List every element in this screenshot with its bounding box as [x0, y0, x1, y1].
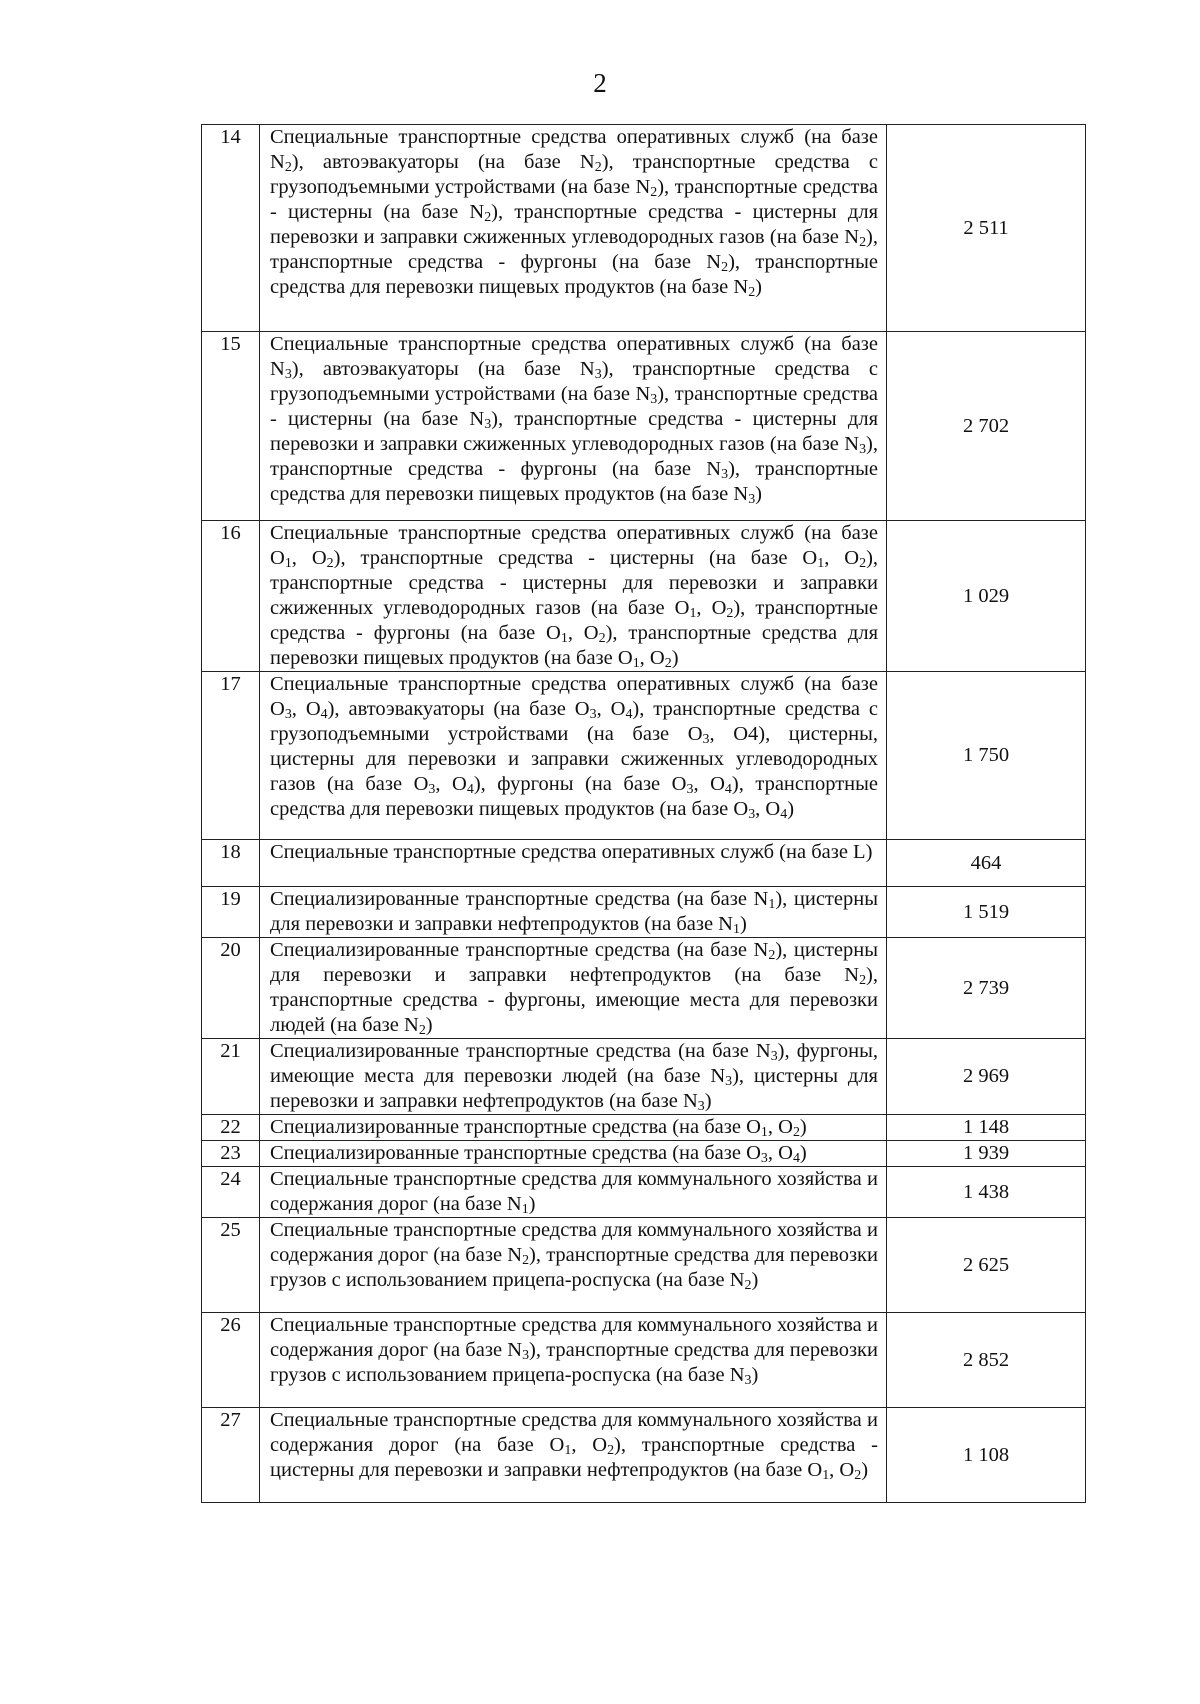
description-text: , O — [829, 1459, 855, 1481]
table-row — [202, 1408, 1086, 1503]
category-subscript: 1 — [732, 922, 740, 938]
table-row — [202, 1167, 1086, 1218]
description-text: Специальные транспортные средства оперативных служб (на базе O — [270, 522, 878, 569]
description-text: ), фургоны, имеющие места для перевозки людей (на базе N — [270, 1040, 878, 1087]
rate-value: 1 108 — [887, 1408, 1086, 1503]
description-text: ) — [755, 483, 762, 505]
category-subscript: 2 — [859, 973, 867, 989]
description-text: , O — [767, 1116, 793, 1138]
description-text: Специализированные транспортные средства (на базе N — [270, 939, 769, 961]
category-subscript: 2 — [748, 285, 756, 301]
description-text: Специальные транспортные средства оперативных служб (на базе N — [270, 333, 878, 380]
category-subscript: 1 — [284, 556, 292, 572]
row-number: 16 — [202, 521, 260, 672]
category-subscript: 1 — [560, 631, 568, 647]
vehicle-description — [260, 672, 887, 840]
description-text: ) — [755, 276, 762, 298]
category-subscript: 2 — [792, 1125, 800, 1141]
rate-value: 1 148 — [887, 1115, 1086, 1141]
description-text: ) — [425, 1014, 433, 1036]
description-text: ), транспортные средства - цистерны для перевозки и заправки сжиженных углеводородных газов (на базе O — [270, 547, 879, 619]
category-subscript: 3 — [760, 1151, 768, 1167]
description-text: ), автоэвакуаторы (на базе N — [291, 151, 595, 173]
category-subscript: 1 — [817, 556, 825, 572]
description-text: ), цистерны для перевозки и заправки нефтепродуктов (на базе N — [270, 888, 878, 935]
description-text: ), транспортные средства - цистерны (на базе O — [333, 547, 818, 569]
category-subscript: 2 — [859, 235, 867, 251]
category-subscript: 3 — [686, 782, 694, 798]
description-text: Специализированные транспортные средства (на базе O — [270, 1116, 761, 1138]
category-subscript: 2 — [484, 210, 492, 226]
table-row — [202, 1141, 1086, 1167]
description-text: , O — [567, 622, 599, 644]
rate-value: 2 702 — [887, 332, 1086, 521]
description-text: Специальные транспортные средства для коммунального хозяйства и содержания дорог (на базе O — [270, 1409, 878, 1456]
table-body — [202, 125, 1086, 1503]
description-text: ), транспортные средства с грузоподъемными устройствами (на базе O — [270, 698, 879, 745]
table-row — [202, 521, 1086, 672]
description-text: , O — [435, 773, 467, 795]
category-subscript: 2 — [284, 160, 292, 176]
description-text: Специализированные транспортные средства (на базе O — [270, 1142, 761, 1164]
description-text: Специальные транспортные средства оперативных служб (на базе O — [270, 673, 878, 720]
description-text: , O — [755, 798, 781, 820]
rate-value: 1 519 — [887, 887, 1086, 938]
description-text: ), транспортные средства - фургоны (на базе O — [270, 597, 878, 644]
description-text: ) — [799, 1142, 807, 1164]
rate-value: 1 750 — [887, 672, 1086, 840]
row-number: 17 — [202, 672, 260, 840]
category-subscript: 3 — [484, 417, 492, 433]
rate-value: 2 852 — [887, 1313, 1086, 1408]
category-subscript: 3 — [650, 392, 658, 408]
vehicle-description — [260, 521, 887, 672]
description-text: ), транспортные средства - фургоны, имеющие места для перевозки людей (на базе N — [270, 964, 878, 1036]
category-subscript: 3 — [284, 367, 292, 383]
vehicle-description — [260, 1408, 887, 1503]
category-subscript: 2 — [418, 1023, 426, 1039]
description-text: , O — [696, 597, 727, 619]
category-subscript: 4 — [780, 807, 788, 823]
rate-value: 1 438 — [887, 1167, 1086, 1218]
description-text: ), транспортные средства - фургоны (на базе N — [270, 433, 878, 480]
description-text: Специальные транспортные средства для коммунального хозяйства и содержания дорог (на базе N — [270, 1314, 878, 1361]
vehicle-description — [260, 840, 887, 887]
category-subscript: 3 — [589, 707, 597, 723]
category-subscript: 2 — [650, 185, 658, 201]
row-number: 24 — [202, 1167, 260, 1218]
row-number: 25 — [202, 1218, 260, 1313]
description-text: ) — [671, 647, 679, 669]
category-subscript: 2 — [607, 1443, 615, 1459]
table-row — [202, 1218, 1086, 1313]
description-text: ) — [799, 1116, 807, 1138]
description-text: ), транспортные средства для перевозки грузов с использованием прицепа-роспуска (на базе N — [270, 1339, 878, 1386]
description-text: Специализированные транспортные средства (на базе N — [270, 888, 769, 910]
row-number: 18 — [202, 840, 260, 887]
description-text: ), транспортные средства с грузоподъемными устройствами (на базе N — [270, 151, 878, 198]
vehicle-description — [260, 332, 887, 521]
row-number: 26 — [202, 1313, 260, 1408]
description-text: Специализированные транспортные средства (на базе N — [270, 1040, 771, 1062]
description-text: ), транспортные средства для перевозки пищевых продуктов (на базе N — [270, 251, 878, 298]
category-subscript: 2 — [859, 556, 867, 572]
rate-value: 2 511 — [887, 125, 1086, 332]
category-subscript: 2 — [768, 948, 776, 964]
table-row — [202, 125, 1086, 332]
category-subscript: 3 — [770, 1049, 778, 1065]
description-text: ) — [739, 913, 747, 935]
description-text: ), транспортные средства - цистерны (на базе N — [270, 383, 878, 430]
category-subscript: 3 — [721, 467, 729, 483]
category-subscript: 1 — [822, 1468, 830, 1484]
description-text: , O — [596, 698, 626, 720]
row-number: 20 — [202, 938, 260, 1039]
category-subscript: 4 — [724, 782, 732, 798]
category-subscript: 3 — [859, 442, 867, 458]
category-subscript: 2 — [721, 260, 729, 276]
category-subscript: 4 — [320, 707, 328, 723]
rate-value: 1 939 — [887, 1141, 1086, 1167]
vehicle-description — [260, 938, 887, 1039]
category-subscript: 3 — [594, 367, 602, 383]
description-text: ), транспортные средства - цистерны (на базе N — [270, 176, 878, 223]
description-text: , O4), цистерны, цистерны для перевозки и заправки сжиженных углеводородных газов (на базе O — [270, 723, 878, 795]
category-subscript: 1 — [564, 1443, 572, 1459]
description-text: ), транспортные средства для перевозки пищевых продуктов (на базе O — [270, 773, 878, 820]
description-text: ), транспортные средства с грузоподъемными устройствами (на базе N — [270, 358, 878, 405]
category-subscript: 2 — [598, 631, 606, 647]
description-text: Специальные транспортные средства для коммунального хозяйства и содержания дорог (на базе N — [270, 1219, 878, 1266]
category-subscript: 3 — [744, 1373, 752, 1389]
vehicle-description — [260, 1039, 887, 1115]
row-number: 21 — [202, 1039, 260, 1115]
category-subscript: 4 — [792, 1151, 800, 1167]
rate-value: 1 029 — [887, 521, 1086, 672]
vehicle-description — [260, 1218, 887, 1313]
description-text: ), цистерны для перевозки и заправки нефтепродуктов (на базе N — [270, 939, 878, 986]
vehicle-description — [260, 1141, 887, 1167]
description-text: ), транспортные средства - цистерны для перевозки и заправки сжиженных углеводородных газов (на базе N — [270, 408, 878, 455]
category-subscript: 2 — [854, 1468, 862, 1484]
description-text: ) — [861, 1459, 869, 1481]
description-text: ) — [528, 1193, 536, 1215]
description-text: , O — [291, 547, 327, 569]
category-subscript: 2 — [726, 606, 734, 622]
description-text: ), автоэвакуаторы (на базе O — [327, 698, 590, 720]
category-subscript: 4 — [466, 782, 474, 798]
row-number: 14 — [202, 125, 260, 332]
table-row — [202, 1115, 1086, 1141]
category-subscript: 1 — [521, 1202, 529, 1218]
row-number: 22 — [202, 1115, 260, 1141]
description-text: ), транспортные средства для перевозки грузов с использованием прицепа-роспуска (на базе N — [270, 1244, 878, 1291]
category-subscript: 1 — [632, 656, 640, 672]
vehicle-description — [260, 887, 887, 938]
category-subscript: 1 — [760, 1125, 768, 1141]
description-text: ), транспортные средства для перевозки пищевых продуктов (на базе N — [270, 458, 878, 505]
category-subscript: 2 — [522, 1253, 530, 1269]
row-number: 23 — [202, 1141, 260, 1167]
description-text: ), транспортные средства - цистерны для перевозки и заправки сжиженных углеводородных газов (на базе N — [270, 201, 878, 248]
table-row — [202, 887, 1086, 938]
category-subscript: 2 — [664, 656, 672, 672]
category-subscript: 2 — [594, 160, 602, 176]
row-number: 27 — [202, 1408, 260, 1503]
table-row — [202, 672, 1086, 840]
description-text: , O — [824, 547, 860, 569]
category-subscript: 3 — [748, 492, 756, 508]
table-row — [202, 1313, 1086, 1408]
description-text: , O — [639, 647, 665, 669]
category-subscript: 4 — [625, 707, 633, 723]
description-text: Специальные транспортные средства оперативных служб (на базе L) — [270, 841, 873, 863]
description-text: , O — [767, 1142, 793, 1164]
description-text: Специальные транспортные средства для коммунального хозяйства и содержания дорог (на базе N — [270, 1168, 878, 1215]
category-subscript: 2 — [744, 1278, 752, 1294]
category-subscript: 3 — [697, 1099, 705, 1115]
vehicle-description — [260, 1313, 887, 1408]
table-row — [202, 840, 1086, 887]
category-subscript: 3 — [725, 1074, 733, 1090]
rate-value: 2 739 — [887, 938, 1086, 1039]
category-subscript: 3 — [428, 782, 436, 798]
category-subscript: 1 — [768, 897, 776, 913]
description-text: , O — [693, 773, 725, 795]
vehicle-description — [260, 1115, 887, 1141]
page-number: 2 — [593, 68, 607, 98]
rate-value: 2 625 — [887, 1218, 1086, 1313]
category-subscript: 3 — [284, 707, 292, 723]
description-text: ), автоэвакуаторы (на базе N — [291, 358, 595, 380]
table-row — [202, 332, 1086, 521]
vehicle-category-table — [201, 124, 1086, 1503]
description-text: ), транспортные средства - фургоны (на базе N — [270, 226, 878, 273]
description-text: , O — [291, 698, 321, 720]
rate-value: 464 — [887, 840, 1086, 887]
description-text: ) — [704, 1090, 712, 1112]
category-subscript: 3 — [522, 1348, 530, 1364]
category-subscript: 1 — [689, 606, 697, 622]
table-row — [202, 938, 1086, 1039]
vehicle-description — [260, 125, 887, 332]
category-subscript: 2 — [326, 556, 334, 572]
table-row — [202, 1039, 1086, 1115]
description-text: ), транспортные средства для перевозки пищевых продуктов (на базе O — [270, 622, 878, 669]
description-text: , O — [571, 1434, 608, 1456]
description-text: ) — [751, 1364, 759, 1386]
rate-value: 2 969 — [887, 1039, 1086, 1115]
vehicle-description — [260, 1167, 887, 1218]
description-text: Специальные транспортные средства оперативных служб (на базе N — [270, 126, 878, 173]
category-subscript: 3 — [748, 807, 756, 823]
description-text: ), фургоны (на базе O — [473, 773, 687, 795]
description-text: ), цистерны для перевозки и заправки нефтепродуктов (на базе N — [270, 1065, 878, 1112]
description-text: ) — [751, 1269, 759, 1291]
description-text: ) — [787, 798, 795, 820]
row-number: 19 — [202, 887, 260, 938]
description-text: ), транспортные средства - цистерны для перевозки и заправки нефтепродуктов (на базе O — [270, 1434, 878, 1481]
row-number: 15 — [202, 332, 260, 521]
category-subscript: 3 — [702, 732, 710, 748]
